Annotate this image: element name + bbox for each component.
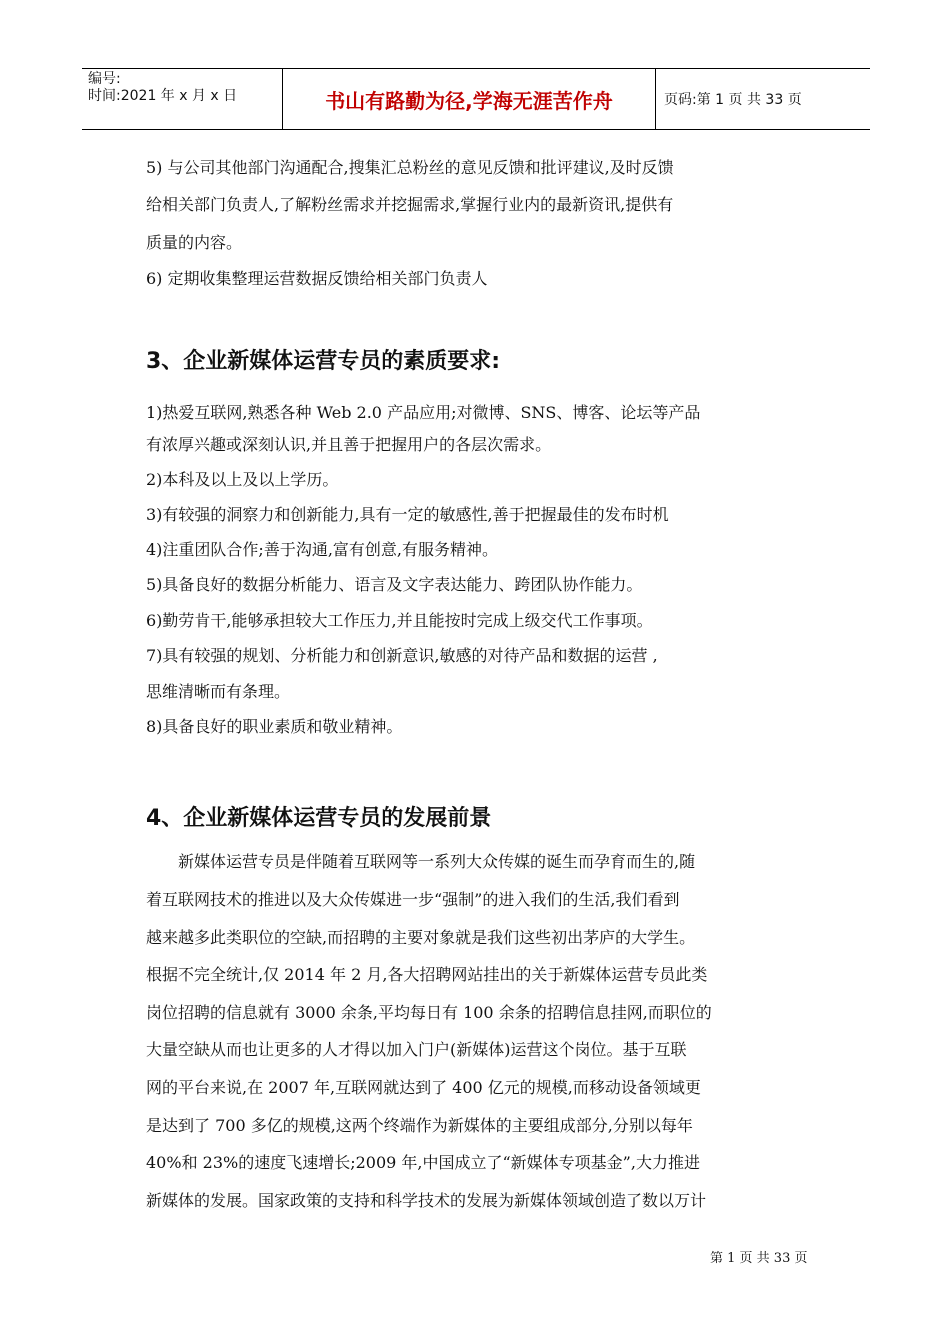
list-item: 4)注重团队合作;善于沟通,富有创意,有服务精神。 (146, 540, 498, 559)
paragraph-line: 着互联网技术的推进以及大众传媒进一步“强制”的进入我们的生活,我们看到 (146, 890, 680, 909)
paragraph-line: 新媒体运营专员是伴随着互联网等一系列大众传媒的诞生而孕育而生的,随 (178, 852, 696, 871)
paragraph-line: 40%和 23%的速度飞速增长;2009 年,中国成立了“新媒体专项基金”,大力推进 (146, 1153, 700, 1172)
paragraph-line: 6) 定期收集整理运营数据反馈给相关部门负责人 (146, 269, 488, 288)
list-item: 8)具备良好的职业素质和敬业精神。 (146, 717, 403, 736)
paragraph-line: 新媒体的发展。国家政策的支持和科学技术的发展为新媒体领域创造了数以万计 (146, 1191, 707, 1210)
header-motto: 书山有路勤为径,学海无涯苦作舟 (282, 69, 656, 129)
document-number-label: 编号: (88, 71, 121, 87)
list-item: 3)有较强的洞察力和创新能力,具有一定的敏感性,善于把握最佳的发布时机 (146, 505, 669, 524)
paragraph-line: 根据不完全统计,仅 2014 年 2 月,各大招聘网站挂出的关于新媒体运营专员此类 (146, 965, 708, 984)
section-heading: 3、企业新媒体运营专员的素质要求: (146, 349, 501, 374)
list-item: 有浓厚兴趣或深刻认识,并且善于把握用户的各层次需求。 (146, 435, 552, 454)
list-item: 思维清晰而有条理。 (146, 682, 291, 701)
list-item: 6)勤劳肯干,能够承担较大工作压力,并且能按时完成上级交代工作事项。 (146, 611, 653, 630)
paragraph-line: 岗位招聘的信息就有 3000 余条,平均每日有 100 余条的招聘信息挂网,而职位的 (146, 1003, 712, 1022)
paragraph-line: 5) 与公司其他部门沟通配合,搜集汇总粉丝的意见反馈和批评建议,及时反馈 (146, 158, 674, 177)
list-item: 5)具备良好的数据分析能力、语言及文字表达能力、跨团队协作能力。 (146, 575, 643, 594)
paragraph-line: 越来越多此类职位的空缺,而招聘的主要对象就是我们这些初出茅庐的大学生。 (146, 928, 696, 947)
paragraph-line: 大量空缺从而也让更多的人才得以加入门户(新媒体)运营这个岗位。基于互联 (146, 1040, 687, 1059)
header-meta (82, 69, 282, 129)
document-date-label: 时间:2021 年 x 月 x 日 (88, 88, 238, 104)
paragraph-line: 给相关部门负责人,了解粉丝需求并挖掘需求,掌握行业内的最新资讯,提供有 (146, 195, 674, 214)
page-footer-number: 第 1 页 共 33 页 (710, 1251, 808, 1266)
list-item: 2)本科及以上及以上学历。 (146, 470, 339, 489)
header-page-number: 页码:第 1 页 共 33 页 (664, 92, 802, 108)
page-header (82, 68, 870, 130)
list-item: 1)热爱互联网,熟悉各种 Web 2.0 产品应用;对微博、SNS、博客、论坛等产品 (146, 403, 701, 422)
paragraph-line: 质量的内容。 (146, 233, 243, 252)
section-heading: 4、企业新媒体运营专员的发展前景 (146, 806, 492, 831)
paragraph-line: 是达到了 700 多亿的规模,这两个终端作为新媒体的主要组成部分,分别以每年 (146, 1116, 693, 1135)
list-item: 7)具有较强的规划、分析能力和创新意识,敏感的对待产品和数据的运营 , (146, 646, 658, 665)
paragraph-line: 网的平台来说,在 2007 年,互联网就达到了 400 亿元的规模,而移动设备领域更 (146, 1078, 701, 1097)
